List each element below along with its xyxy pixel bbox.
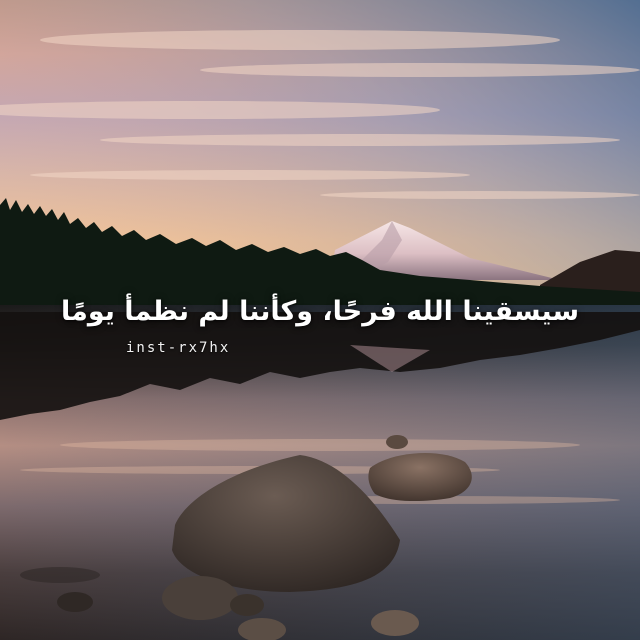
arabic-quote: سيسقينا الله فرحًا، وكأننا لم نظمأ يومًا [60, 296, 579, 327]
round-rock [162, 576, 238, 620]
watermark-handle: inst-rx7hx [126, 340, 231, 356]
small-rock [386, 435, 408, 449]
